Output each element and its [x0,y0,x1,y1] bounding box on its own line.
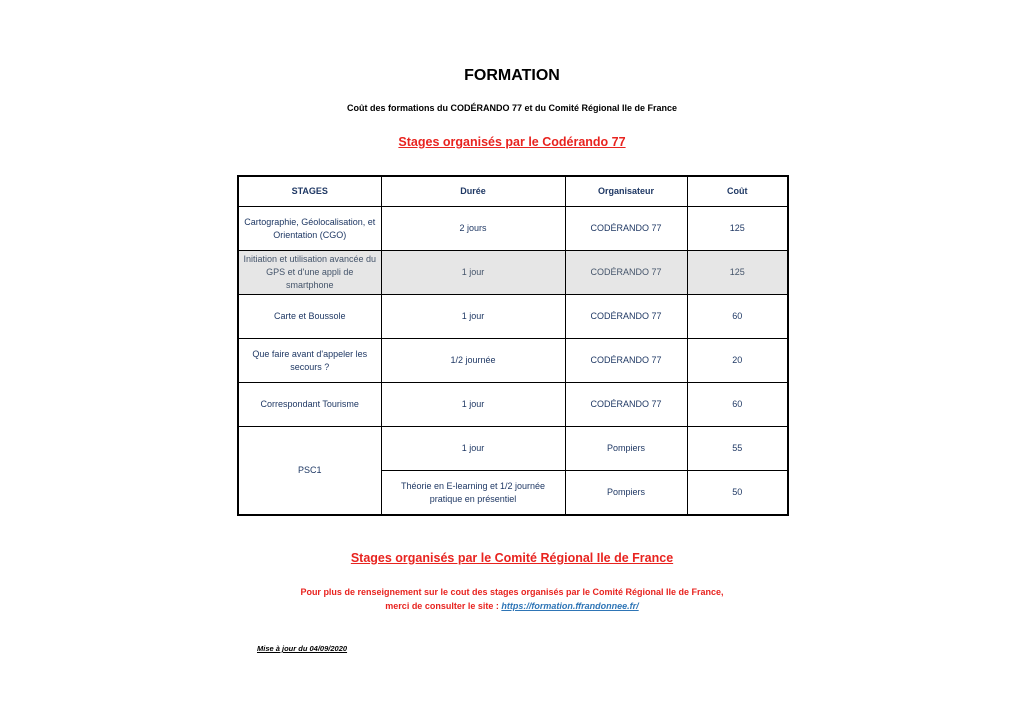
cell-organisateur: Pompiers [565,427,687,471]
header-cout: Coût [687,176,788,207]
cell-cout: 60 [687,383,788,427]
table-row [238,427,788,471]
cell-cout: 60 [687,295,788,339]
info-line-2 [0,599,1024,613]
cell-duree: 2 jours [381,207,565,251]
info-line-2-text: merci de consulter le site : [385,601,502,611]
cell-stage: Cartographie, Géolocalisation, et Orientation (CGO) [238,207,381,251]
table-row [238,251,788,295]
header-duree: Durée [381,176,565,207]
update-date: Mise à jour du 04/09/2020 [257,644,348,653]
cell-organisateur: CODÉRANDO 77 [565,339,687,383]
cell-duree: 1 jour [381,383,565,427]
cell-stage: Correspondant Tourisme [238,383,381,427]
cell-cout: 50 [687,471,788,516]
table-row [238,207,788,251]
page-title: FORMATION [464,67,560,84]
formation-site-link[interactable]: https://formation.ffrandonnee.fr/ [501,601,639,611]
table-row [238,339,788,383]
info-line-1: Pour plus de renseignement sur le cout des stages organisés par le Comité Régional Ile de France, [300,587,724,597]
cell-duree: 1 jour [381,427,565,471]
cell-duree: 1/2 journée [381,339,565,383]
cell-organisateur: CODÉRANDO 77 [565,295,687,339]
section-heading-coderando: Stages organisés par le Codérando 77 [398,135,626,149]
cell-stage: Initiation et utilisation avancée du GPS et d'une appli de smartphone [238,251,381,295]
header-stages: STAGES [238,176,381,207]
cell-cout: 125 [687,251,788,295]
section-heading-comite: Stages organisés par le Comité Régional Ile de France [350,551,674,565]
cell-duree: 1 jour [381,295,565,339]
cell-duree: 1 jour [381,251,565,295]
table-row [238,295,788,339]
info-paragraph [0,585,1024,613]
cell-duree: Théorie en E-learning et 1/2 journée pratique en présentiel [381,471,565,516]
cell-cout: 125 [687,207,788,251]
header-organisateur: Organisateur [565,176,687,207]
cell-organisateur: CODÉRANDO 77 [565,383,687,427]
table-header-row [238,176,788,207]
cell-organisateur: Pompiers [565,471,687,516]
cell-cout: 55 [687,427,788,471]
stages-table [237,175,789,516]
page-subtitle: Coût des formations du CODÉRANDO 77 et du Comité Régional Ile de France [346,103,678,113]
cell-stage: Que faire avant d'appeler les secours ? [238,339,381,383]
cell-stage-psc1: PSC1 [238,427,381,516]
cell-stage: Carte et Boussole [238,295,381,339]
cell-organisateur: CODÉRANDO 77 [565,251,687,295]
table-row [238,383,788,427]
cell-cout: 20 [687,339,788,383]
cell-organisateur: CODÉRANDO 77 [565,207,687,251]
